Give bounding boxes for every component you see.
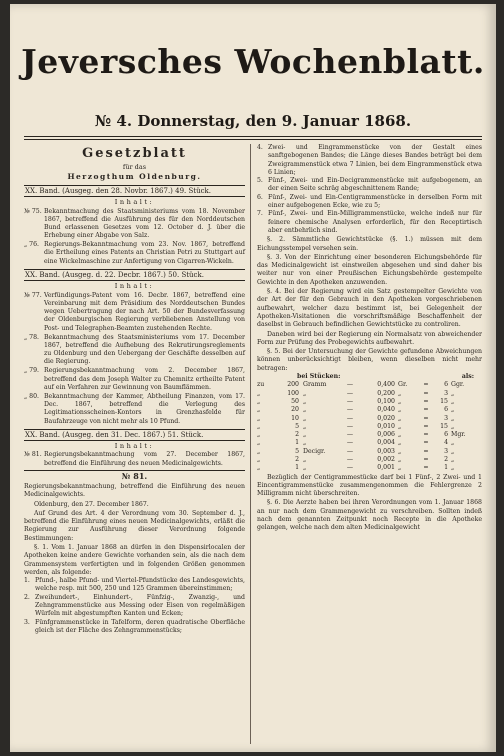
header-rule: [24, 136, 482, 137]
tolerance-unit: „: [398, 439, 402, 447]
weight-amount: 1: [295, 464, 299, 472]
content-entry: [24, 334, 245, 367]
weight-unit: „: [303, 422, 307, 430]
table-row: [257, 464, 482, 472]
old-value: 1: [444, 464, 448, 472]
table-row: [257, 398, 482, 406]
paragraph-5b: Bezüglich der Centigrammestücke darf bei 1 Fünf-, 2 Zwei- und 1 Eincentigrammenstücke zusammengenommen die Fehlergrenze 2 Milligramm nicht überschreiten.: [257, 473, 482, 498]
list-item: [24, 594, 245, 619]
weight-unit: „: [303, 397, 307, 405]
column-divider: [250, 144, 251, 744]
item-text: Fünf-, Zwei- und Ein-Milligrammenstücke, welche indeß nur für feinere chemische Analysen erforderlich, für den Receptirtisch aber entbehrlich sind.: [268, 210, 482, 234]
dash-separator: —: [346, 381, 354, 389]
old-unit: „: [451, 439, 455, 447]
paragraph-4b: Daneben wird bei der Regierung ein Normalsatz von abweichender Form zur Prüfung des Probegewichts aufbewahrt.: [257, 330, 482, 346]
tolerance-unit: „: [398, 464, 402, 472]
item-number: 1.: [24, 577, 30, 585]
entry-text: Regierungsbekanntmachung vom 2. December 1867, betreffend das dem Joseph Walter zu Chemnitz ertheilte Patent auf ein Verfahren zur Gewinnung von Baumflämmen.: [44, 367, 245, 391]
equals-separator: =: [423, 397, 429, 405]
item-number: 7.: [257, 210, 263, 218]
dash-separator: —: [346, 439, 354, 447]
equals-separator: =: [423, 464, 429, 472]
weight-unit: „: [303, 406, 307, 414]
tolerance-value: 0,400: [377, 381, 395, 389]
entry-number: № 81.: [24, 451, 42, 459]
old-unit: „: [451, 464, 455, 472]
regulation-heading: Regierungsbekanntmachung, betreffend die Einführung des neuen Medicinalgewichts.: [24, 482, 245, 499]
weight-unit: „: [303, 431, 307, 439]
old-unit: „: [451, 414, 455, 422]
list-item: [257, 177, 482, 194]
item-text: Fünfgrammenstücke in Tafelform, deren quadratische Oberfläche gleich ist der Fläche des Zehngrammenstücks;: [35, 618, 245, 634]
tolerance-value: 0,010: [377, 422, 395, 430]
prefix: „: [257, 431, 261, 439]
tolerance-unit: „: [398, 389, 402, 397]
table-row: [257, 423, 482, 431]
prefix: „: [257, 406, 261, 414]
dash-separator: —: [346, 455, 354, 463]
inhalt-heading: Inhalt:: [114, 198, 155, 206]
dash-separator: —: [346, 422, 354, 430]
table-row: [257, 381, 482, 389]
old-value: 6: [444, 381, 448, 389]
item-number: 6.: [257, 193, 263, 201]
table-head-left: bei Stücken:: [297, 373, 341, 381]
entry-text: Bekanntmachung des Staatsministeriums vom 17. December 1867, betreffend die Aufhebung des Rekrutirungsreglements zu Oldenburg und den Uebergang der Geschäfte desselben auf die Regierung.: [44, 333, 245, 366]
gesetzblatt-contents: [24, 185, 245, 468]
dash-separator: —: [346, 389, 354, 397]
paragraph-2: §. 2. Sämmtliche Gewichtstücke (§. 1.) müssen mit dem Eichungsstempel versehen sein.: [257, 236, 482, 252]
weight-amount: 20: [291, 406, 299, 414]
regulation-date: Oldenburg, den 27. December 1867.: [34, 500, 149, 508]
weight-unit: Decigr.: [303, 447, 326, 455]
weight-unit: „: [303, 389, 307, 397]
newspaper-page: [10, 4, 496, 752]
tolerance-unit: „: [398, 447, 402, 455]
equals-separator: =: [423, 447, 429, 455]
old-unit: „: [451, 389, 455, 397]
list-item: [257, 144, 482, 177]
tolerance-value: 0,003: [377, 447, 395, 455]
content-entry: [24, 292, 245, 333]
tolerance-value: 0,200: [377, 389, 395, 397]
table-row: [257, 406, 482, 414]
entry-number: „ 79.: [24, 367, 40, 375]
list-item: [257, 210, 482, 235]
old-unit: „: [451, 397, 455, 405]
item-text: Fünf-, Zwei- und Ein-Decigrammenstücke mit aufgebogenem, an der einen Seite schräg abgeschnittenem Rande;: [268, 177, 482, 193]
weight-amount: 5: [295, 447, 299, 455]
entry-text: Regierungsbekanntmachung vom 27. December 1867, betreffend die Einführung des neuen Medicinalgewichts.: [44, 451, 245, 467]
duchy-name: Herzogthum Oldenburg.: [67, 172, 202, 181]
list-item: [24, 577, 245, 594]
band-line: XX. Band. (Ausgeg. d. 22. Decbr. 1867.) 50. Stück.: [24, 269, 245, 281]
header-rule-thin: [24, 139, 482, 140]
dash-separator: —: [346, 414, 354, 422]
tolerance-value: 0,100: [377, 397, 395, 405]
tolerance-value: 0,001: [377, 464, 395, 472]
prefix: „: [257, 422, 261, 430]
entry-text: Bekanntmachung des Staatsministeriums vom 18. November 1867, betreffend die Ausführung des für den Norddeutschen Bund erlassenen Gesetzes vom 12. October d. J. über die Erhebung einer Abgabe von Salz.: [44, 207, 245, 240]
dash-separator: —: [346, 397, 354, 405]
entry-number: „ 80.: [24, 392, 40, 400]
content-entry: [24, 451, 245, 468]
paragraph-5: §. 5. Bei der Untersuchung der Gewichte gefundene Abweichungen können unberücksichtigt bleiben, wenn dieselben nicht mehr betragen:: [257, 348, 482, 372]
paragraph-6: §. 6. Die Aerzte haben bei ihren Verordnungen vom 1. Januar 1868 an nur nach dem Grammengewicht zu verschreiben. Sollten indeß nach dem genannten Zeitpunkt noch Recepte in die Apotheke gelangen, welche nach dem alten Medicinalgewicht: [257, 499, 482, 532]
right-column: [257, 144, 482, 533]
prefix: „: [257, 414, 261, 422]
content-entry: [24, 208, 245, 241]
tolerance-unit: „: [398, 455, 402, 463]
old-value: 15: [440, 422, 448, 430]
item-number: 5.: [257, 177, 263, 185]
weights-list-left: [24, 577, 245, 635]
band-line: XX. Band. (Ausgeg. den 31. Dec. 1867.) 51. Stück.: [24, 429, 245, 441]
tolerance-value: 0,020: [377, 414, 395, 422]
tolerance-value: 0,040: [377, 406, 395, 414]
masthead-title: Jeversches Wochenblatt.: [21, 42, 485, 81]
item-text: Fünf-, Zwei- und Ein-Centigrammenstücke in derselben Form mit einer aufgebogenen Ecke, wie zu 5;: [268, 193, 482, 210]
tolerance-table: [257, 381, 482, 472]
left-column: [24, 144, 245, 635]
equals-separator: =: [423, 439, 429, 447]
weight-amount: 2: [295, 455, 299, 463]
paragraph-4: §. 4. Bei der Regierung wird ein Satz gestempelter Gewichte von der Art der für den Gebrauch in den Apotheken vorgeschriebenen aufbewahrt, welcher dazu bestimmt ist, bei Gelegenheit der Apotheken-Visitationen die vorschriftsmäßige Beschaffenheit der daselbst in Gebrauch befindlichen Gewichtstücke zu controliren.: [257, 288, 482, 329]
equals-separator: =: [423, 455, 429, 463]
equals-separator: =: [423, 431, 429, 439]
tolerance-unit: „: [398, 406, 402, 414]
old-value: 3: [444, 414, 448, 422]
content-entry: [24, 241, 245, 266]
table-row: [257, 415, 482, 423]
old-unit: „: [451, 447, 455, 455]
main-paragraph: Auf Grund des Art. 4 der Verordnung vom 30. September d. J., betreffend die Einführung eines neuen Medicinalgewichts, erläßt die Regierung zur Ausführung dieser Verordnung folgende Bestimmungen:: [24, 509, 245, 542]
table-row: [257, 431, 482, 439]
item-text: Zweihundert-, Einhundert-, Fünfzig-, Zwanzig-, und Zehngrammenstücke aus Messing oder Eisen von regelmäßigen Würfeln mit abgestumpften Kanten und Ecken;: [35, 593, 245, 618]
table-row: [257, 448, 482, 456]
dash-separator: —: [346, 464, 354, 472]
prefix: „: [257, 464, 261, 472]
item-text: Zwei- und Eingrammenstücke von der Gestalt eines sanftgebogenen Bandes; die Länge dieses Bandes beträgt bei dem Zweigrammenstück etwa 7 Linien, bei dem Eingrammenstück etwa 6 Linien;: [268, 144, 482, 176]
equals-separator: =: [423, 414, 429, 422]
weight-unit: „: [303, 455, 307, 463]
weight-amount: 5: [295, 422, 299, 430]
paragraph-1: §. 1. Vom 1. Januar 1868 an dürfen in den Dispensirlocalen der Apotheken keine andere Gewichte vorhanden sein, als die nach dem Grammensystem verfertigten und in folgenden Größen genommen werden, als folgende:: [24, 544, 245, 576]
equals-separator: =: [423, 389, 429, 397]
old-value: 6: [444, 431, 448, 439]
table-row: [257, 456, 482, 464]
old-value: 4: [444, 439, 448, 447]
equals-separator: =: [423, 381, 429, 389]
content-entry: [24, 393, 245, 426]
old-value: 3: [444, 389, 448, 397]
weights-list-right: [257, 144, 482, 235]
old-unit: „: [451, 406, 455, 414]
equals-separator: =: [423, 406, 429, 414]
item-text: Pfund-, halbe Pfund- und Viertel-Pfundstücke des Landesgewichts, welche resp. mit 500, 250 und 125 Grammen übereinstimmen;: [35, 577, 245, 593]
item-number: 4.: [257, 144, 263, 151]
entry-text: Regierungs-Bekanntmachung vom 23. Nov. 1867, betreffend die Ertheilung eines Patents an Christian Petri zu Stuttgart auf eine Wickelmaschine zur Anfertigung von Cigarren-Wickeln.: [44, 241, 245, 265]
band-line: XX. Band. (Ausgeg. den 28. Novbr. 1867.) 49. Stück.: [24, 185, 245, 197]
prefix: „: [257, 397, 261, 405]
tolerance-value: 0,002: [377, 455, 395, 463]
weight-amount: 50: [291, 397, 299, 405]
list-item: [257, 194, 482, 211]
weight-amount: 10: [291, 414, 299, 422]
table-head-right: als:: [461, 373, 474, 381]
item-number: 2.: [24, 593, 30, 601]
content-entry: [24, 367, 245, 392]
weight-amount: 200: [287, 381, 299, 389]
tolerance-unit: „: [398, 422, 402, 430]
tolerance-unit: „: [398, 414, 402, 422]
dash-separator: —: [346, 431, 354, 439]
dash-separator: —: [346, 447, 354, 455]
gesetzblatt-title: Gesetzblatt: [82, 146, 187, 161]
tolerance-value: 0,004: [377, 439, 395, 447]
item-number: 3.: [24, 618, 30, 626]
entry-text: Bekanntmachung der Kammer, Abtheilung Finanzen, vom 17. Dec. 1867, betreffend die Verlegung des Legitimationsscheinen-Kontors in Grenzhasfelde für Baufahrzeuge von nicht mehr als 10 Pfund.: [44, 392, 245, 425]
weight-unit: „: [303, 464, 307, 472]
old-unit: Mgr.: [451, 431, 466, 439]
tolerance-table-head: [257, 373, 482, 381]
weight-amount: 100: [287, 389, 299, 397]
prefix: „: [257, 439, 261, 447]
entry-number: № 75.: [24, 207, 42, 215]
weight-unit: Gramm: [303, 381, 327, 389]
old-value: 6: [444, 406, 448, 414]
prefix: zu: [257, 381, 265, 389]
entry-number: „ 78.: [24, 333, 40, 341]
old-unit: „: [451, 422, 455, 430]
prefix: „: [257, 447, 261, 455]
entry-number: № 77.: [24, 291, 42, 299]
prefix: „: [257, 389, 261, 397]
section-number: № 81.: [24, 470, 245, 482]
old-unit: „: [451, 455, 455, 463]
tolerance-value: 0,006: [377, 431, 395, 439]
weight-amount: 2: [295, 431, 299, 439]
weight-amount: 1: [295, 439, 299, 447]
table-row: [257, 390, 482, 398]
inhalt-heading: Inhalt:: [114, 282, 155, 291]
weight-unit: „: [303, 439, 307, 447]
old-value: 2: [444, 455, 448, 463]
issue-line: № 4. Donnerstag, den 9. Januar 1868.: [94, 112, 412, 130]
table-row: [257, 439, 482, 447]
tolerance-unit: Gr.: [398, 381, 408, 389]
prefix: „: [257, 455, 261, 463]
old-value: 3: [444, 447, 448, 455]
inhalt-heading: Inhalt:: [114, 441, 155, 450]
equals-separator: =: [423, 422, 429, 430]
old-unit: Ggr.: [451, 381, 465, 389]
fuer-das: für das: [122, 163, 147, 171]
tolerance-unit: „: [398, 397, 402, 405]
tolerance-unit: „: [398, 431, 402, 439]
dash-separator: —: [346, 406, 354, 414]
entry-number: „ 76.: [24, 241, 40, 249]
weight-unit: „: [303, 414, 307, 422]
old-value: 15: [440, 397, 448, 405]
entry-text: Verfündigungs-Patent vom 16. Decbr. 1867, betreffend eine Vereinbarung mit dem Präsidium des Norddeutschen Bundes wegen Uebertragung der nach Art. 50 der Bundesverfassung der Oldenburgischen Regierung verbliebenen Anstellung von Post- und Telegraphen-Beamten zustehenden Rechte.: [44, 291, 245, 332]
list-item: [24, 619, 245, 636]
paragraph-3: §. 3. Von der Einrichtung einer besonderen Eichungsbehörde für das Medicinalgewicht ist einstweilen abgesehen und sind daher bis weiter nur von einer Preußischen Eichungsbehörde gestempelte Gewichte in den Apotheken anzuwenden.: [257, 253, 482, 286]
